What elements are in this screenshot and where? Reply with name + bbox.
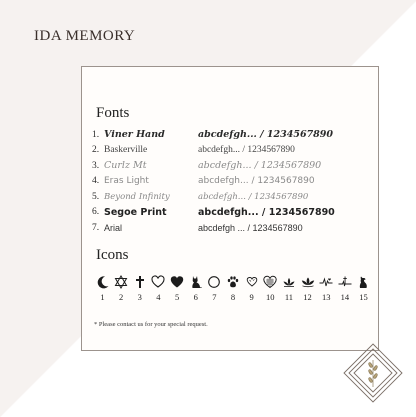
special-request-note: * Please contact us for your special request. [94,321,208,328]
heart-filled-icon [169,274,186,290]
font-sample: abcdefgh... / 1234567890 [198,129,334,141]
font-name: Baskerville [104,145,148,156]
icon-option-5[interactable] [169,274,186,302]
font-list [92,127,372,236]
fonts-heading: Fonts [96,105,130,121]
dog-icon [355,274,372,290]
icon-option-12[interactable] [299,274,316,302]
font-option-6[interactable] [92,205,372,221]
icon-option-14[interactable] [336,274,353,302]
font-name: Beyond Infinity [104,191,170,202]
icon-number: 7 [212,292,217,302]
icon-number: 6 [193,292,198,302]
icon-option-15[interactable] [355,274,372,302]
font-sample: abcdefgh... / 1234567890 [198,176,315,187]
icon-number: 8 [230,292,236,302]
font-sample: abcdefgh... / 1234567890 [198,160,322,172]
icon-number: 2 [119,292,124,302]
heart-outline-small-icon [243,274,260,290]
icon-option-2[interactable] [113,274,130,302]
font-sample: abcdefgh... / 1234567890 [198,145,295,156]
icon-number: 12 [303,292,312,302]
font-name: Viner Hand [104,129,165,141]
font-option-7[interactable] [92,220,372,236]
icons-heading: Icons [96,247,129,263]
font-option-5[interactable] [92,189,372,205]
font-sample: abcdefgh ... / 1234567890 [198,222,303,233]
star-of-david-icon [113,274,130,290]
icon-number: 4 [156,292,161,302]
font-name: Eras Light [104,176,149,187]
font-option-3[interactable] [92,158,372,174]
font-number: 6. [92,207,100,218]
icon-option-11[interactable] [280,274,297,302]
font-number: 4. [92,176,100,187]
icon-number: 1 [100,292,105,302]
icon-option-3[interactable] [131,274,148,302]
icon-number: 14 [340,292,350,302]
icon-option-4[interactable] [150,274,167,302]
font-number: 2. [92,145,100,156]
lotus-icon [280,274,297,290]
font-option-4[interactable] [92,174,372,190]
icon-option-13[interactable] [318,274,335,302]
font-sample: abcdefgh... / 1234567890 [198,206,335,218]
font-name: Curlz Mt [104,160,147,172]
icon-option-6[interactable] [187,274,204,302]
icon-number: 9 [249,292,254,302]
icon-number: 5 [174,292,180,302]
heart-outline-icon [150,274,167,290]
patterned-heart-icon [262,274,279,290]
paw-icon [224,274,241,290]
icon-number: 3 [137,292,142,302]
font-number: 5. [92,191,100,202]
brand-title: IDA MEMORY [34,28,136,44]
icon-list [94,274,372,302]
icon-option-8[interactable] [224,274,241,302]
icon-option-9[interactable] [243,274,260,302]
font-number: 3. [92,160,100,171]
font-name: Segoe Print [104,206,167,218]
font-name: Arial [104,222,123,233]
moon-icon [94,274,111,290]
font-option-2[interactable] [92,143,372,159]
cat-icon [187,274,204,290]
icon-number: 11 [284,292,293,302]
font-number: 1. [92,129,100,140]
icon-number: 13 [321,292,331,302]
font-option-1[interactable] [92,127,372,143]
font-number: 7. [92,222,100,233]
heartbeat-cross-icon [336,274,353,290]
font-sample: abcdefgh... / 1234567890 [198,191,309,202]
cross-icon [131,274,148,290]
heartbeat-icon [318,274,335,290]
brand-logo [340,340,406,406]
icon-option-7[interactable] [206,274,223,302]
icon-number: 15 [359,292,368,302]
icon-number: 10 [266,292,275,302]
icon-option-1[interactable] [94,274,111,302]
options-card [81,66,379,351]
icon-option-10[interactable] [262,274,279,302]
lotus-double-icon [299,274,316,290]
circle-icon [206,274,223,290]
